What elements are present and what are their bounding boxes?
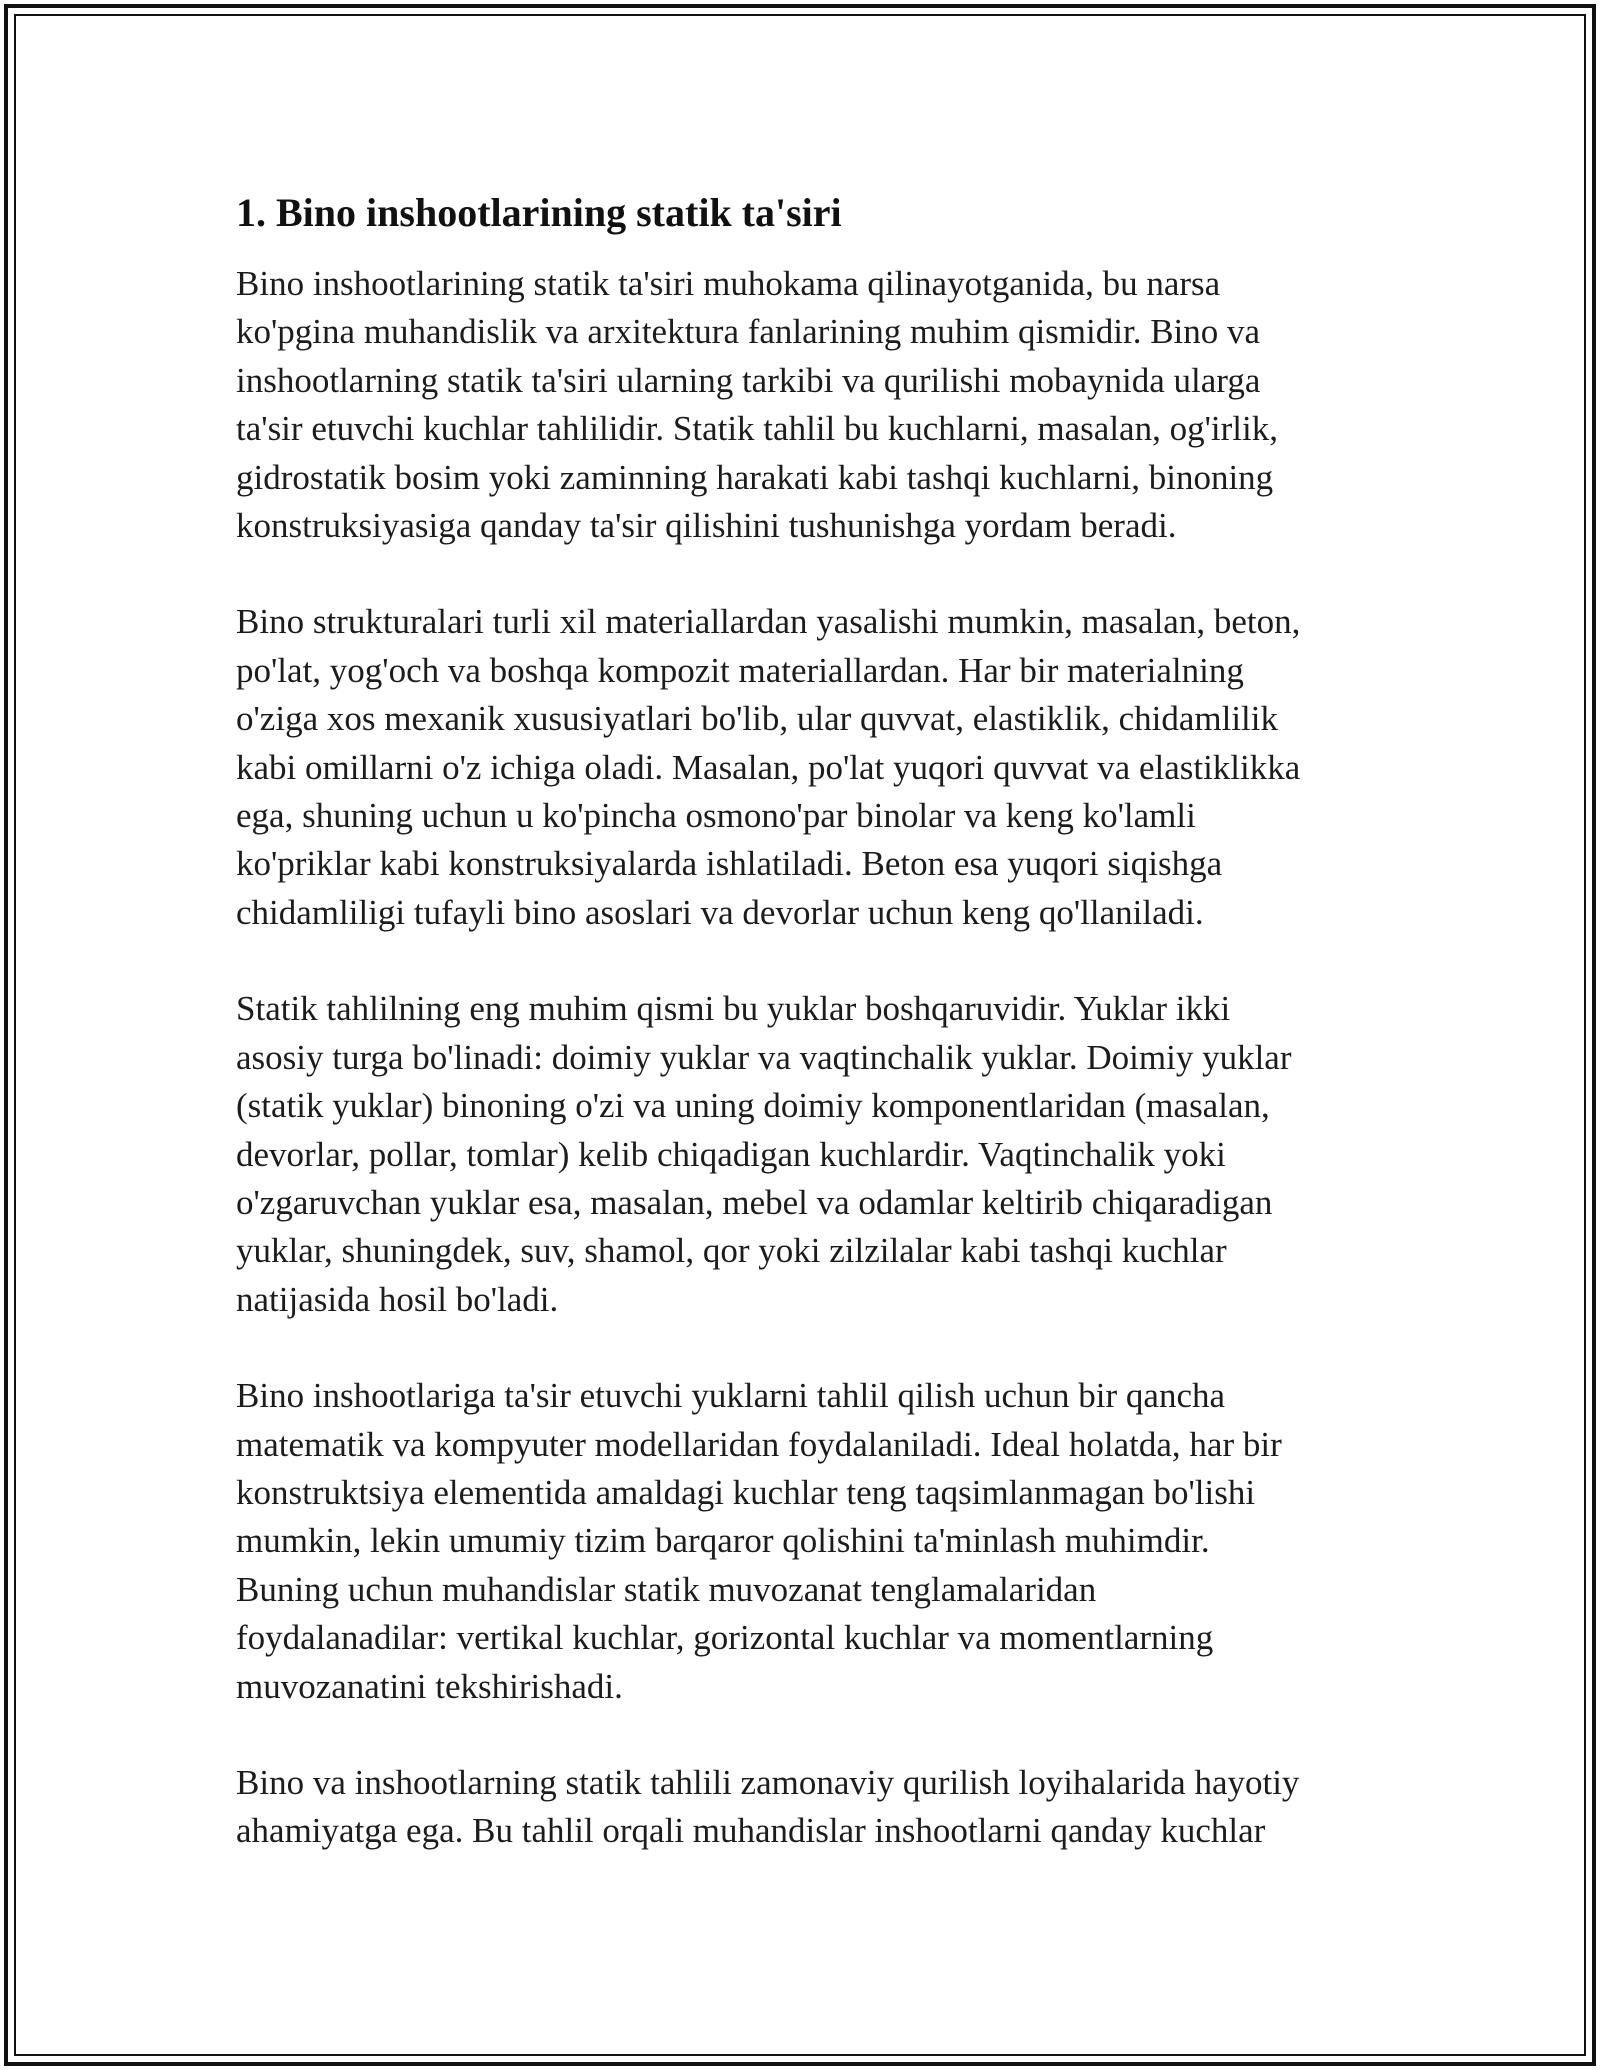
text-line: kabi omillarni o'z ichiga oladi. Masalan, po'lat yuqori quvvat va elastiklikka (236, 747, 1301, 787)
text-line: Bino inshootlarining statik ta'siri muhokama qilinayotganida, bu narsa (236, 264, 1221, 303)
text-line: Statik tahlilning eng muhim qismi bu yuklar boshqaruvidir. Yuklar ikki (236, 989, 1231, 1029)
text-line: ko'priklar kabi konstruksiyalarda ishlatiladi. Beton esa yuqori siqishga (236, 844, 1223, 884)
text-line: devorlar, pollar, tomlar) kelib chiqadigan kuchlardir. Vaqtinchalik yoki (236, 1134, 1226, 1174)
text-line: Bino va inshootlarning statik tahlili zamonaviy qurilish loyihalarida hayotiy (236, 1762, 1300, 1802)
paragraph-1 (236, 260, 1366, 550)
text-line: natijasida hosil bo'ladi. (236, 1279, 559, 1319)
text-line: ega, shuning uchun u ko'pincha osmono'par binolar va keng ko'lamli (236, 796, 1196, 836)
text-line: konstruksiyasiga qanday ta'sir qilishini tushunishga yordam beradi. (236, 506, 1177, 546)
paragraph-3 (236, 985, 1366, 1324)
document-body (236, 188, 1366, 1856)
paragraph-5 (236, 1759, 1366, 1856)
text-line: chidamliligi tufayli bino asoslari va devorlar uchun keng qo'llaniladi. (236, 892, 1204, 932)
text-line: o'zgaruvchan yuklar esa, masalan, mebel va odamlar keltirib chiqaradigan (236, 1182, 1273, 1222)
text-line: ta'sir etuvchi kuchlar tahlilidir. Statik tahlil bu kuchlarni, masalan, og'irlik, (236, 409, 1278, 449)
text-line: gidrostatik bosim yoki zaminning harakati kabi tashqi kuchlarni, binoning (236, 457, 1274, 497)
text-line: muvozanatini tekshirishadi. (236, 1666, 623, 1706)
paragraph-4 (236, 1372, 1366, 1711)
section-heading: 1. Bino inshootlarining statik ta'siri (236, 190, 842, 235)
text-line: o'ziga xos mexanik xususiyatlari bo'lib, ular quvvat, elastiklik, chidamlilik (236, 699, 1279, 739)
text-line: ko'pgina muhandislik va arxitektura fanlarining muhim qismidir. Bino va (236, 312, 1261, 352)
text-line: foydalanadilar: vertikal kuchlar, gorizontal kuchlar va momentlarning (236, 1618, 1214, 1658)
text-line: ahamiyatga ega. Bu tahlil orqali muhandislar inshootlarni qanday kuchlar (236, 1811, 1266, 1851)
text-line: po'lat, yog'och va boshqa kompozit materiallardan. Har bir materialning (236, 650, 1244, 690)
paragraph-2 (236, 598, 1366, 937)
text-line: asosiy turga bo'linadi: doimiy yuklar va vaqtinchalik yuklar. Doimiy yuklar (236, 1037, 1292, 1077)
text-line: (statik yuklar) binoning o'zi va uning doimiy komponentlaridan (masalan, (236, 1086, 1270, 1126)
text-line: inshootlarning statik ta'siri ularning tarkibi va qurilishi mobaynida ularga (236, 360, 1261, 400)
text-line: Bino strukturalari turli xil materiallardan yasalishi mumkin, masalan, beton, (236, 602, 1301, 642)
text-line: yuklar, shuningdek, suv, shamol, qor yoki zilzilalar kabi tashqi kuchlar (236, 1231, 1227, 1271)
text-line: konstruktsiya elementida amaldagi kuchlar teng taqsimlanmagan bo'lishi (236, 1472, 1256, 1512)
text-line: Buning uchun muhandislar statik muvozanat tenglamalaridan (236, 1569, 1097, 1609)
text-line: Bino inshootlariga ta'sir etuvchi yuklarni tahlil qilish uchun bir qancha (236, 1376, 1226, 1416)
text-line: matematik va kompyuter modellaridan foydalaniladi. Ideal holatda, har bir (236, 1424, 1282, 1464)
text-line: mumkin, lekin umumiy tizim barqaror qolishini ta'minlash muhimdir. (236, 1521, 1210, 1561)
